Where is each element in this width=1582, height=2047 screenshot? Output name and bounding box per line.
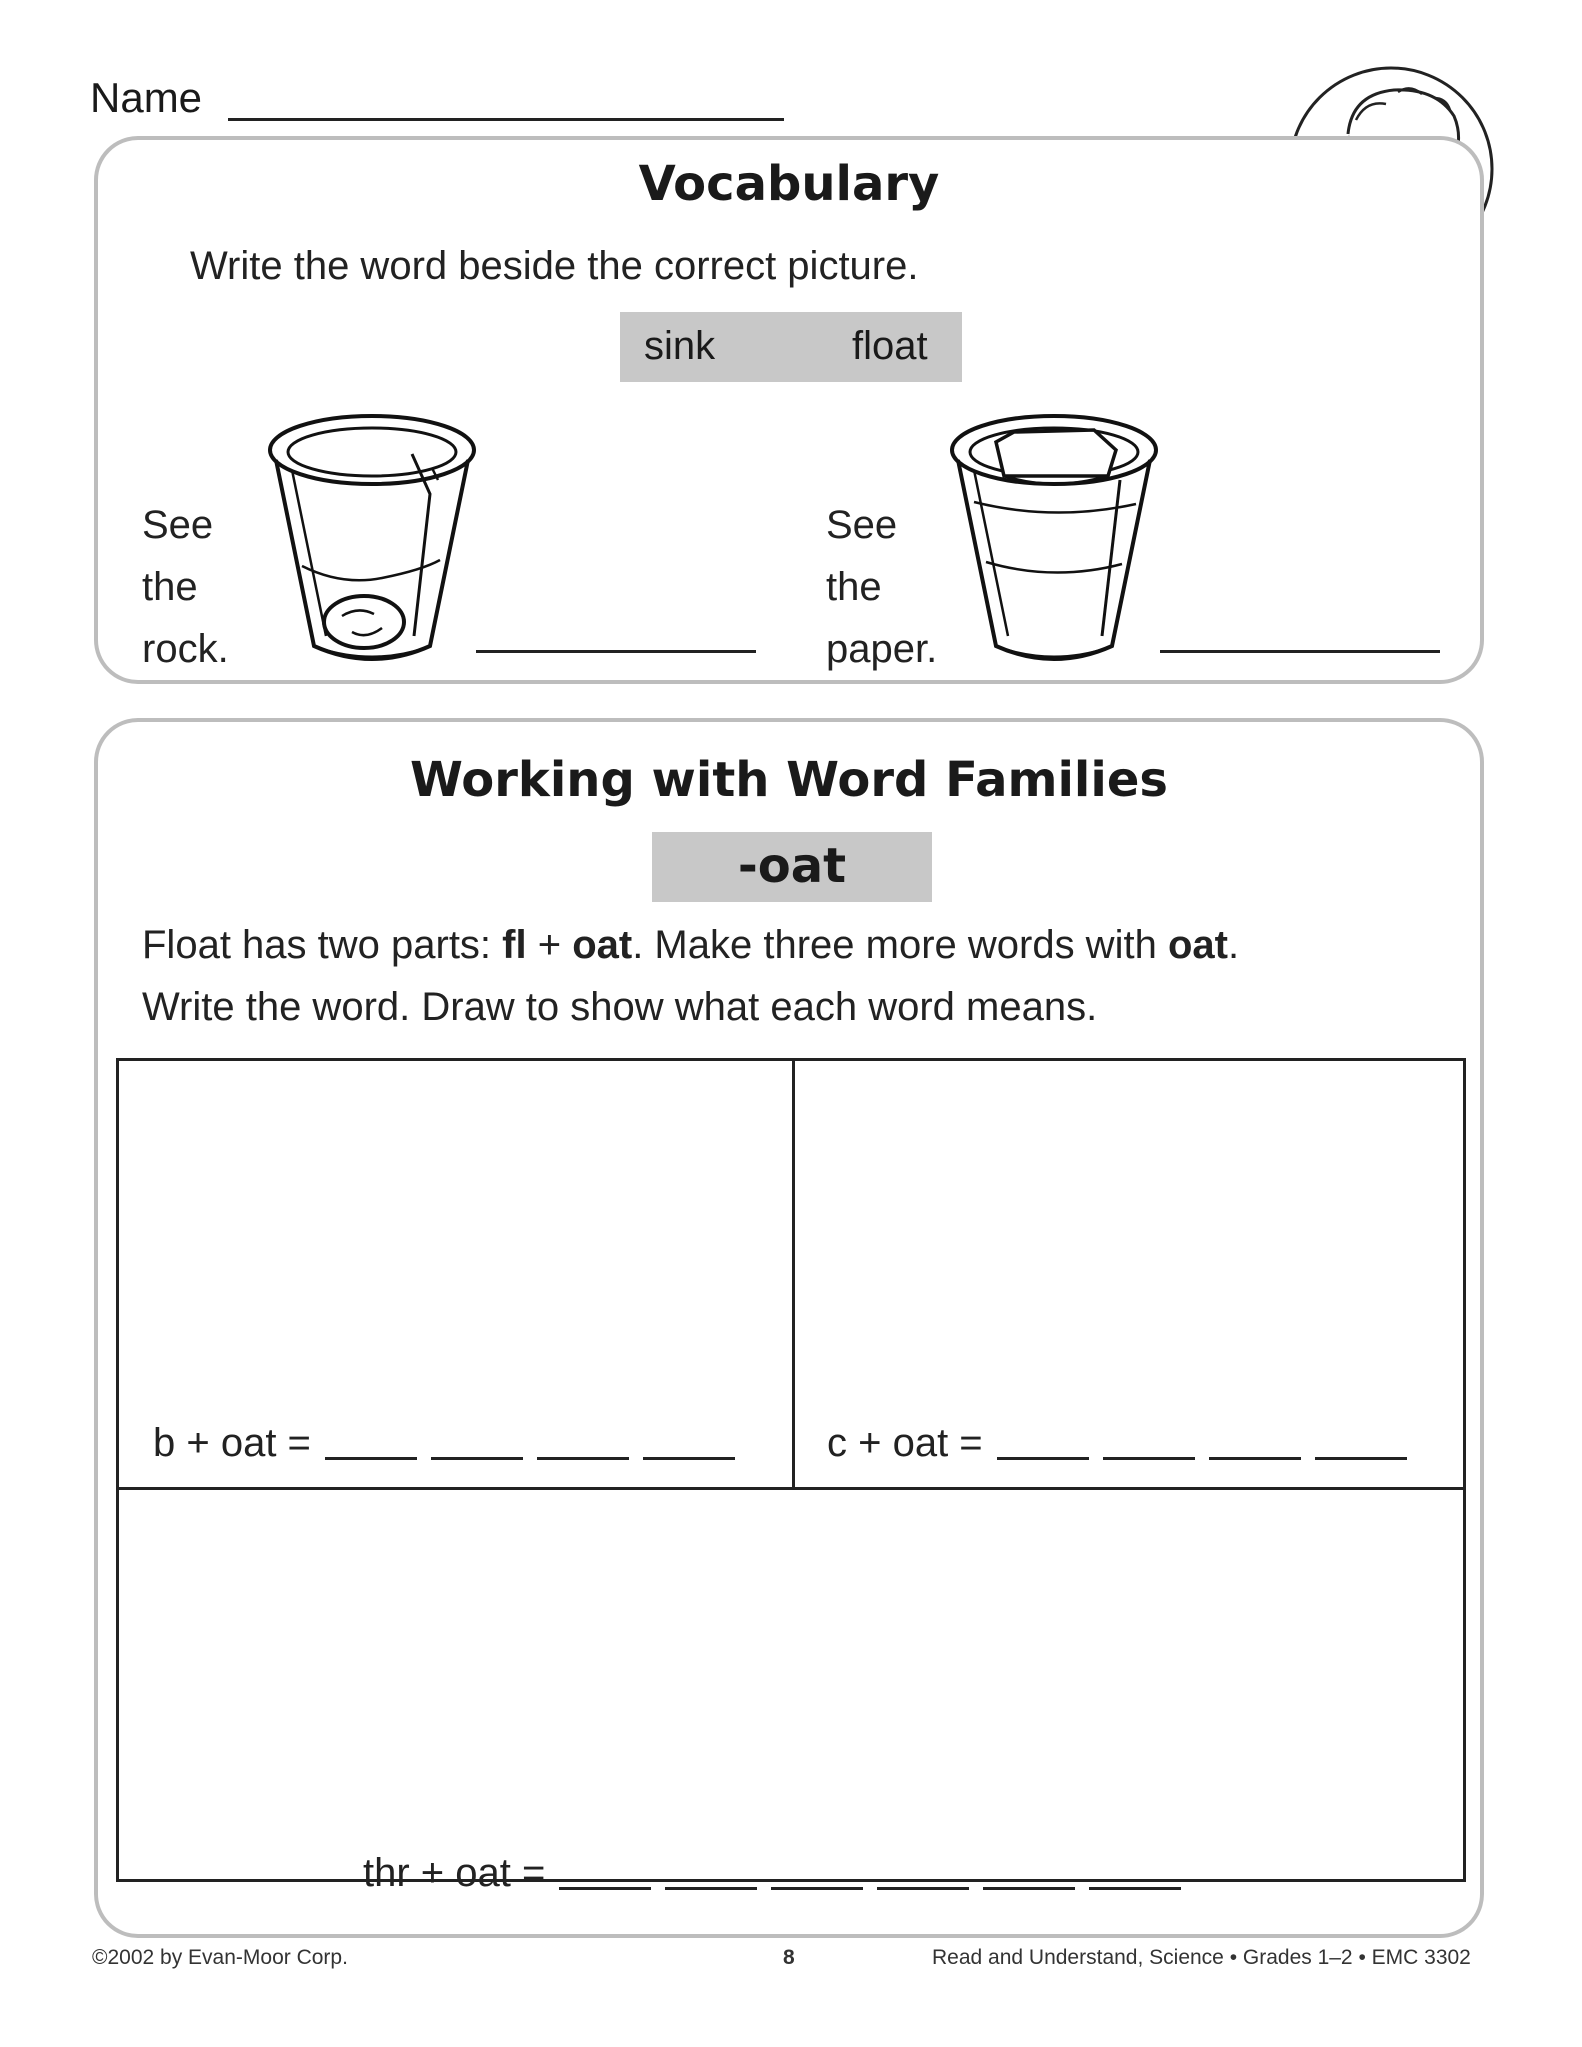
footer-book-info: Read and Understand, Science • Grades 1–2 • EMC 3302 [932, 1946, 1471, 1969]
glass-with-sinking-rock-illustration [262, 410, 482, 670]
suffix-box: -oat [652, 832, 932, 902]
name-field[interactable] [228, 118, 784, 121]
letter-blank[interactable] [431, 1457, 523, 1460]
glass-with-floating-paper-illustration [944, 410, 1164, 670]
rock-answer-line[interactable] [476, 650, 756, 653]
letter-blank[interactable] [983, 1887, 1075, 1890]
letter-blank[interactable] [643, 1457, 735, 1460]
grid-divider-horizontal [119, 1487, 1463, 1490]
letter-blank[interactable] [665, 1887, 757, 1890]
letter-blank[interactable] [559, 1887, 651, 1890]
rock-caption: See the rock. [142, 503, 229, 671]
equation-label: thr + oat = [363, 1851, 546, 1895]
grid-divider-vertical [792, 1061, 795, 1487]
paper-answer-line[interactable] [1160, 650, 1440, 653]
vocabulary-instruction: Write the word beside the correct picture. [190, 244, 919, 288]
word-bank [620, 312, 962, 382]
equation-thr-oat [363, 1851, 1181, 1896]
word-families-instruction: Float has two parts: fl + oat. Make three more words with oat. Write the word. Draw to show what each word means. [142, 923, 1240, 1029]
equation-c-oat [827, 1421, 1407, 1466]
letter-blank[interactable] [537, 1457, 629, 1460]
letter-blank[interactable] [1103, 1457, 1195, 1460]
vocabulary-title: Vocabulary [638, 156, 940, 212]
letter-blank[interactable] [877, 1887, 969, 1890]
vocabulary-panel [94, 136, 1484, 684]
paper-caption: See the paper. [826, 503, 938, 671]
word-families-title: Working with Word Families [410, 752, 1168, 808]
letter-blank[interactable] [1315, 1457, 1407, 1460]
drawing-grid [116, 1058, 1466, 1895]
letter-blank[interactable] [1089, 1887, 1181, 1890]
equation-label: c + oat = [827, 1421, 983, 1465]
footer-copyright: ©2002 by Evan-Moor Corp. [92, 1946, 348, 1969]
letter-blank[interactable] [997, 1457, 1089, 1460]
word-families-panel [94, 718, 1484, 1938]
letter-blank[interactable] [325, 1457, 417, 1460]
letter-blank[interactable] [771, 1887, 863, 1890]
equation-b-oat [153, 1421, 735, 1466]
letter-blank[interactable] [1209, 1457, 1301, 1460]
name-label: Name [90, 74, 203, 121]
equation-label: b + oat = [153, 1421, 311, 1465]
word-bank-float: float [852, 324, 928, 368]
word-bank-sink: sink [644, 324, 716, 368]
footer-page-number: 8 [783, 1946, 795, 1969]
